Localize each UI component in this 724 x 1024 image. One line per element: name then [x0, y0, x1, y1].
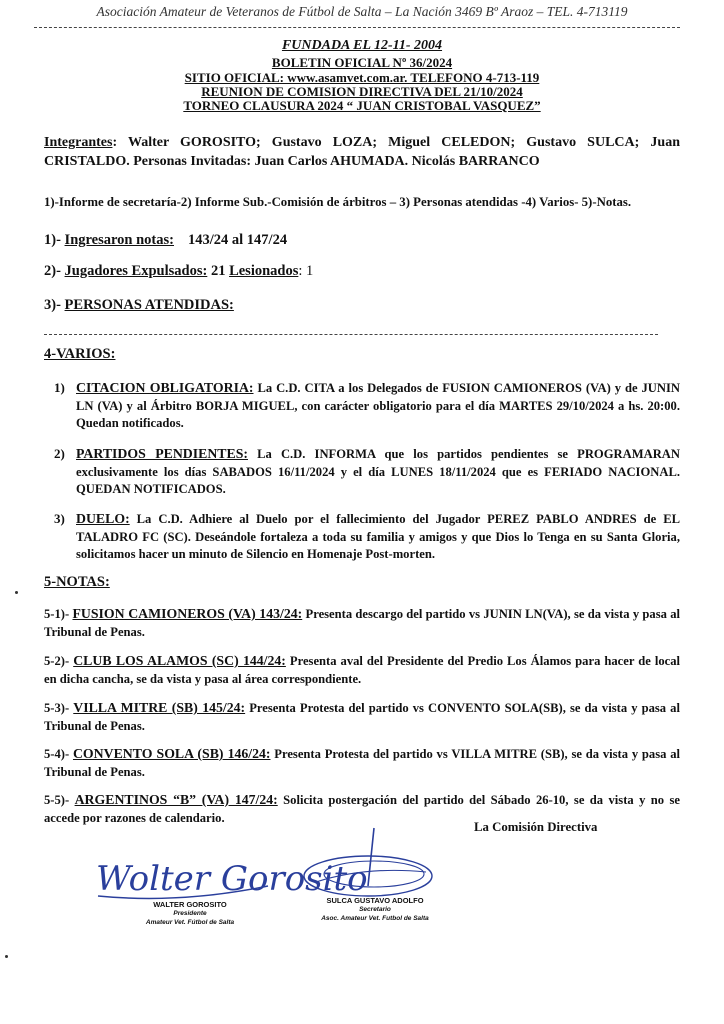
meeting-line: REUNION DE COMISION DIRECTIVA DEL 21/10/2024 — [201, 84, 523, 99]
signature-secretary-org: Asoc. Amateur Vet. Futbol de Salta — [321, 915, 429, 922]
nota-5-2 — [44, 652, 680, 688]
nota-5-2-title: CLUB LOS ALAMOS (SC) 144/24: — [73, 653, 286, 668]
signature-secretary-role: Secretario — [359, 906, 391, 913]
handwritten-signature-secretary — [296, 826, 446, 906]
signature-president-name: WALTER GOROSITO — [153, 900, 227, 909]
item3-prefix: 3)- — [44, 297, 65, 313]
members-label: Integrantes — [44, 135, 113, 150]
notas-heading: 5-NOTAS: — [44, 574, 110, 590]
nota-5-1-title: FUSION CAMIONEROS (VA) 143/24: — [72, 606, 303, 621]
item2-lesionados-value: : 1 — [298, 263, 314, 279]
nota-5-4-prefix: 5-4)- — [44, 747, 73, 761]
members-paragraph — [44, 133, 680, 171]
varios-item-1 — [76, 379, 680, 433]
nota-5-3 — [44, 699, 680, 735]
nota-5-2-text: Presenta aval del Presidente del Predio Los Álamos para hacer de local en dicha cancha, se da vista y pasa al área correspondiente. — [44, 654, 680, 686]
nota-5-1 — [44, 605, 680, 641]
varios-heading: 4-VARIOS: — [44, 346, 116, 362]
item2-expulsados-value: 21 — [210, 263, 226, 279]
item-jugadores — [44, 263, 313, 280]
item2-lesionados-label: Lesionados — [229, 263, 299, 279]
nota-5-5-text: Solicita postergación del partido del Sábado 26-10, se da vista y no se accede por razones de calendario. — [44, 793, 681, 825]
varios-item-2-title: PARTIDOS PENDIENTES: — [76, 446, 248, 461]
nota-5-4-text: Presenta Protesta del partido vs VILLA MITRE (SB), se da vista y pasa al Tribunal de Penas. — [44, 747, 680, 779]
item1-prefix: 1)- — [44, 232, 65, 248]
varios-item-2-text: La C.D. INFORMA que los partidos pendientes se PROGRAMARAN exclusivamente los días SABADOS 16/11/2024 y el día LUNES 18/11/2024 que es FERIADO NACIONAL. QUEDAN NOTIFICADOS. — [76, 447, 680, 496]
nota-5-4 — [44, 745, 680, 781]
varios-item-2-number: 2) — [54, 446, 65, 461]
members-text: : Walter GOROSITO; Gustavo LOZA; Miguel CELEDON; Gustavo SULCA; Juan CRISTALDO. Personas Invitadas: Juan Carlos AHUMADA. Nicolás BARRANCO — [44, 135, 680, 169]
signature-president-org: Amateur Vet. Fútbol de Salta — [145, 919, 235, 926]
item1-label: Ingresaron notas: — [64, 232, 174, 248]
item2-prefix: 2)- — [44, 263, 65, 279]
signature-president-role: Presidente — [173, 910, 207, 917]
nota-5-3-text: Presenta Protesta del partido vs CONVENTO SOLA(SB), se da vista y pasa al Tribunal de Penas. — [44, 701, 680, 733]
varios-item-3-title: DUELO: — [76, 511, 130, 526]
varios-item-3 — [76, 510, 680, 564]
section-divider — [44, 334, 658, 335]
boletin-number: BOLETIN OFICIAL Nº 36/2024 — [271, 55, 453, 70]
official-site-line: SITIO OFICIAL: www.asamvet.com.ar. TELEFONO 4-713-119 — [184, 70, 540, 85]
nota-5-4-title: CONVENTO SOLA (SB) 146/24: — [72, 746, 271, 761]
varios-item-1-title: CITACION OBLIGATORIA: — [76, 380, 254, 395]
item2-label: Jugadores Expulsados: — [64, 263, 208, 279]
varios-item-3-number: 3) — [54, 511, 65, 526]
nota-5-3-title: VILLA MITRE (SB) 145/24: — [73, 700, 246, 715]
handwritten-signature-president — [90, 846, 368, 906]
item3-label: PERSONAS ATENDIDAS: — [64, 297, 234, 313]
nota-5-5-title: ARGENTINOS “B” (VA) 147/24: — [74, 792, 278, 807]
nota-5-3-prefix: 5-3)- — [44, 701, 74, 715]
signature-president-script: Wolter Gorosito — [96, 859, 368, 899]
association-header: Asociación Amateur de Veteranos de Fútbol de Salta – La Nación 3469 Bº Araoz – TEL. 4-713119 — [96, 4, 628, 19]
item-ingresaron — [44, 232, 287, 249]
scan-speck — [15, 591, 18, 594]
closing-signoff: La Comisión Directiva — [474, 820, 598, 834]
nota-5-1-prefix: 5-1)- — [44, 607, 73, 621]
nota-5-5-prefix: 5-5)- — [44, 793, 75, 807]
varios-item-1-text: La C.D. CITA a los Delegados de FUSION CAMIONEROS (VA) y de JUNIN LN (VA) y al Árbitro BORJA MIGUEL, con carácter obligatorio para el día MARTES 29/10/2024 a hs. 20:00. Quedan notificados. — [76, 381, 680, 430]
item1-value: 143/24 al 147/24 — [187, 232, 288, 248]
tournament-line: TORNEO CLAUSURA 2024 “ JUAN CRISTOBAL VASQUEZ” — [183, 98, 541, 113]
nota-5-1-text: Presenta descargo del partido vs JUNIN LN(VA), se da vista y pasa al Tribunal de Penas. — [44, 607, 680, 639]
item-personas-atendidas — [44, 297, 234, 314]
varios-item-3-text: La C.D. Adhiere al Duelo por el fallecimiento del Jugador PEREZ PABLO ANDRES de EL TALADRO FC (SC). Deseándole fortaleza a toda su familia y amigos y que Dios lo Tenga en su Santa Gloria, solicitamos hacer un minuto de Silencio en Homenaje Post-morten. — [76, 512, 680, 561]
header-divider — [34, 27, 680, 28]
signature-secretary-name: SULCA GUSTAVO ADOLFO — [326, 896, 424, 905]
fundada-line: FUNDADA EL 12-11- 2004 — [281, 38, 443, 53]
agenda-line: 1)-Informe de secretaría-2) Informe Sub.-Comisión de árbitros – 3) Personas atendidas -4) Varios- 5)-Notas. — [44, 195, 632, 209]
scan-speck — [5, 955, 8, 958]
varios-item-2 — [76, 445, 680, 499]
nota-5-2-prefix: 5-2)- — [44, 654, 74, 668]
signature-secretary — [296, 826, 446, 906]
varios-item-1-number: 1) — [54, 380, 65, 395]
